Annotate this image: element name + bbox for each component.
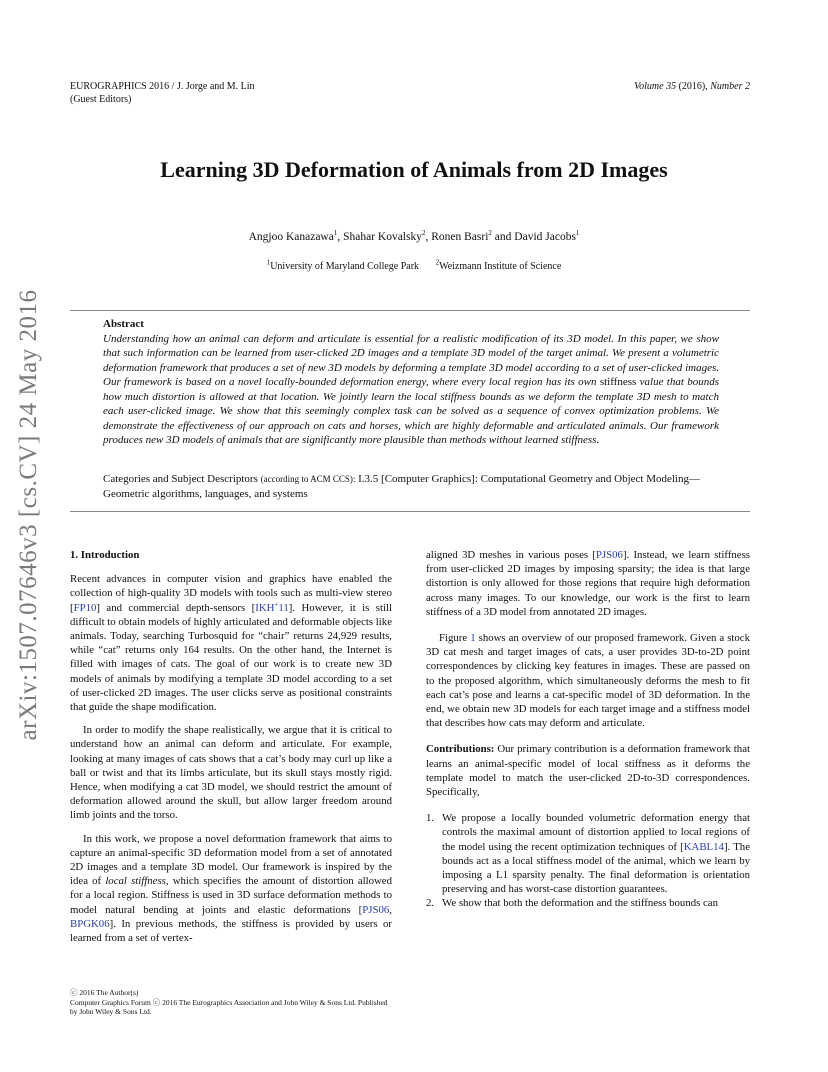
paragraph: Contributions: Our primary contribution is a deformation framework that learns an animal-specific model of local stiffness as it deforms the template model to match the user-clicked 2D-to-3D correspondences. Specifically, [426, 743, 750, 799]
left-column [70, 548, 392, 954]
volume-label: Volume 35 [634, 81, 677, 92]
citation-link[interactable]: KABL14 [683, 840, 724, 853]
abstract [103, 317, 719, 448]
right-column [426, 548, 750, 911]
figure-link[interactable]: 1 [470, 632, 476, 645]
citation-link[interactable]: BPGK06 [70, 917, 110, 930]
copyright-line1: ⓒ 2016 The Author(s) [70, 988, 139, 997]
author: Angjoo Kanazawa [248, 231, 334, 243]
journal-header [70, 80, 430, 106]
section-heading: 1. Introduction [70, 549, 140, 561]
author: Ronen Basri [431, 231, 489, 243]
arxiv-sidebar [8, 275, 50, 755]
affiliation: $^1$University of Maryland College Park [266, 258, 420, 272]
author-list: Angjoo Kanazawa$^1$, Shahar Kovalsky$^2$, Ronen Basri$^2$ and David Jacobs$^1$ [248, 229, 580, 243]
author: David Jacobs [514, 231, 576, 243]
abstract-title: Abstract [103, 318, 144, 330]
copyright-line2: Computer Graphics Forum ⓒ 2016 The Eurographics Association and John Wiley & Sons Ltd. Published by John Wiley & Sons Ltd. [70, 997, 388, 1016]
paper-title: Learning 3D Deformation of Animals from 2D Images [160, 157, 668, 182]
citation-link[interactable]: PJS06 [362, 903, 390, 916]
author: Shahar Kovalsky [343, 231, 422, 243]
volume-number: Number 2 [710, 81, 750, 92]
paragraph: In order to modify the shape realistically, we argue that it is critical to understand how an animal can deform and articulate. For example, looking at many images of cats shows that a cat’s body may curl up like a ball or twist and that its limbs articulate, but its skull stays mostly rigid. Hence, when modifying a cat 3D model, we should restrict the amount of deformation allowed around the skull, but allow larger freedom around limb joints and the torso. [70, 724, 392, 822]
paragraph: In this work, we propose a novel deformation framework that aims to capture an animal-specific 3D deformation model from a set of annotated 2D images and a template 3D model. Our framework is inspired by the idea of local stiffness, which specifies the amount of distortion allowed for a local region. Stiffness is used in 3D surface deformation methods to model natural bending at joints and elastic deformations [PJS06, BPGK06]. In previous methods, the stiffness is provided by users or learned from a set of vertex- [70, 832, 392, 945]
journal-header-line2: (Guest Editors) [70, 94, 132, 105]
affiliations [0, 258, 828, 272]
citation-link[interactable]: IKH+11 [255, 600, 289, 614]
citation-link[interactable]: FP10 [73, 601, 97, 614]
paragraph: aligned 3D meshes in various poses [PJS06]. Instead, we learn stiffness from user-clicked 2D images by imposing sparsity; the idea is that large distortion is only allowed for those regions that require high deformation across many images. To our knowledge, our work is the first to learn stiffness of a 3D model from annotated 2D images. [426, 549, 750, 618]
volume-info [634, 80, 750, 93]
list-item: 2. We show that both the deformation and the stiffness bounds can [426, 897, 718, 910]
paragraph: Recent advances in computer vision and graphics have enabled the collection of high-quality 3D models with tools such as multi-view stereo [FP10] and commercial depth-sensors [IKH+11]. However, it is still difficult to obtain models of highly articulated and deformable objects like animals. Today, searching Turbosquid for “chair” returns 24,929 results, while “cat” returns only 164 results. On the other hand, the Internet is filled with images of cats. The goal of our work is to create new 3D models of animals by modifying a template 3D model according to a set of user-clicked 2D images. The user clicks serve as positional constraints that guide the shape modification. [70, 573, 392, 714]
list-item: 1. We propose a locally bounded volumetric deformation energy that controls the maximal amount of distortion applied to local regions of the model using the recent optimization techniques of [KABL14]. The bounds act as a local stiffness model of the animal, which we learn by imposing a L1 sparsity penalty. The final deformation is orientation preserving and has worst-case distortion guarantees. [426, 812, 750, 896]
ccs-descriptors: Categories and Subject Descriptors (according to ACM CCS): I.3.5 [Computer Graphics]: Computational Geometry and Object Modeling—Geometric algorithms, languages, and systems [103, 473, 700, 500]
volume-year: (2016), [678, 81, 708, 92]
arxiv-id: arXiv:1507.07646v3 [cs.CV] 24 May 2016 [15, 289, 42, 741]
contribution-list [426, 811, 750, 910]
affiliation: $^2$Weizmann Institute of Science [435, 258, 562, 272]
divider-bottom [70, 511, 750, 512]
abstract-body: Understanding how an animal can deform and articulate is essential for a realistic modification of its 3D model. In this paper, we show that such information can be learned from user-clicked 2D images and a template 3D model of the target animal. We present a volumetric deformation framework that produces a set of new 3D models by deforming a template 3D model according to a set of user-clicked images. Our framework is based on a novel locally-bounded deformation energy, where every local region has its own stiffness value that bounds how much distortion is allowed at that location. We jointly learn the local stiffness bounds as we deform the template 3D mesh to match each user-clicked image. We show that this seemingly complex task can be solved as a sequence of convex optimization problems. We demonstrate the effectiveness of our approach on cats and horses, which are highly deformable and articulated animals. Our framework produces new 3D models of animals that are significantly more plausible than methods without learned stiffness. [103, 332, 719, 446]
citation-link[interactable]: PJS06 [595, 549, 623, 561]
paragraph: Figure 1 shows an overview of our proposed framework. Given a stock 3D cat mesh and target images of cats, a user provides 3D-to-2D point correspondences by clicking key features in images. These are passed on to the proposed algorithm, which simultaneously deforms the mesh to fit each cat’s pose and learns a cat-specific model of 3D deformation. In the end, we obtain new 3D models for each target image and a stiffness model that describes how cats may deform and articulate. [426, 632, 750, 730]
copyright-footer [70, 988, 392, 1017]
divider-top [70, 310, 750, 311]
journal-header-line1: EUROGRAPHICS 2016 / J. Jorge and M. Lin [70, 81, 255, 92]
